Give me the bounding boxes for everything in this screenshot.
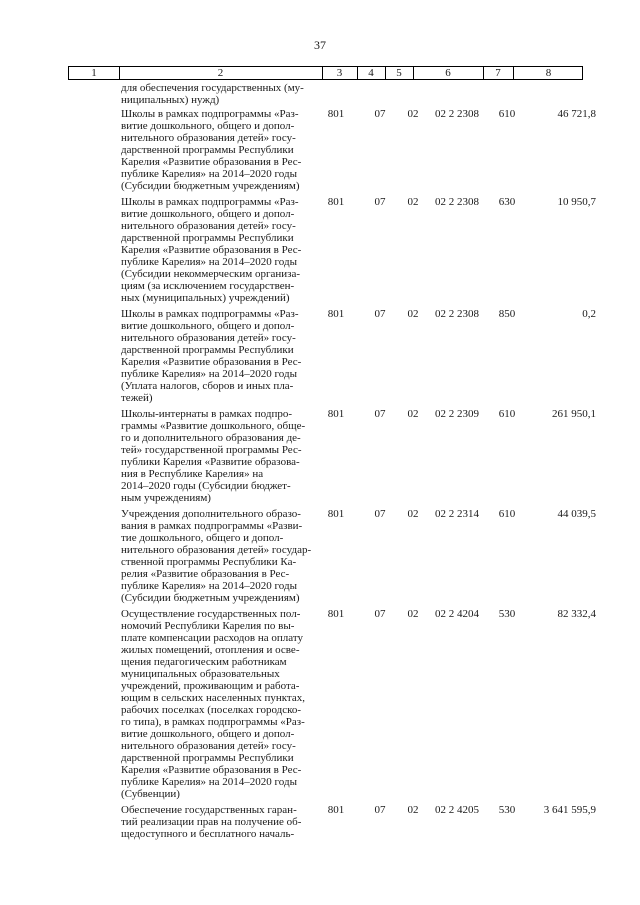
row-description-line: нительного образования детей» госу-	[121, 740, 296, 752]
row-description-line: муниципальных образовательных	[121, 668, 280, 680]
row-description-line: нительного образования детей» госу-	[121, 332, 296, 344]
row-description-line: учреждений, проживающим и работа-	[121, 680, 300, 692]
row-description-line: Обеспечение государственных гаран-	[121, 804, 297, 816]
row-description-line: нительного образования детей» госу-	[121, 132, 296, 144]
header-divider	[413, 67, 414, 79]
row-description-line: плате компенсации расходов на оплату	[121, 632, 303, 644]
code-expense-type: 850	[498, 308, 516, 320]
amount-value: 82 332,4	[557, 608, 596, 620]
row-description-line: нительного образования детей» госу-	[121, 220, 296, 232]
row-description-line: граммы «Развитие дошкольного, обще-	[121, 420, 306, 432]
row-description-line: публики Карелия «Развитие образова-	[121, 456, 300, 468]
row-description-line: Школы в рамках подпрограммы «Раз-	[121, 108, 299, 120]
row-description-line: для обеспечения государственных (му-	[121, 82, 304, 94]
row-description-line: витие дошкольного, общего и допол-	[121, 208, 295, 220]
code-section: 07	[374, 408, 386, 420]
header-col-1: 1	[91, 67, 97, 79]
row-description-line: рабочих поселках (поселках городско-	[121, 704, 302, 716]
row-description-line: (Субвенции)	[121, 788, 180, 800]
amount-value: 0,2	[582, 308, 596, 320]
header-col-6: 6	[445, 67, 451, 79]
code-subsection: 02	[407, 308, 419, 320]
amount-value: 3 641 595,9	[543, 804, 596, 816]
header-divider	[385, 67, 386, 79]
row-description-line: Карелия «Развитие образования в Рес-	[121, 156, 302, 168]
code-target-article: 02 2 2308	[435, 196, 479, 208]
row-description-line: вания в рамках подпрограммы «Разви-	[121, 520, 303, 532]
row-description-line: дарственной программы Республики	[121, 232, 294, 244]
row-description-line: циям (за исключением государствен-	[121, 280, 295, 292]
row-description-line: витие дошкольного, общего и допол-	[121, 320, 295, 332]
page-number: 37	[314, 38, 326, 52]
code-rz: 801	[327, 196, 345, 208]
code-rz: 801	[327, 804, 345, 816]
code-subsection: 02	[407, 508, 419, 520]
row-description-line: Школы в рамках подпрограммы «Раз-	[121, 196, 299, 208]
code-rz: 801	[327, 308, 345, 320]
code-target-article: 02 2 4205	[435, 804, 479, 816]
row-description-line: 2014–2020 годы (Субсидии бюджет-	[121, 480, 291, 492]
row-description-line: Карелия «Развитие образования в Рес-	[121, 244, 302, 256]
code-expense-type: 610	[498, 508, 516, 520]
row-description-line: Карелия «Развитие образования в Рес-	[121, 764, 302, 776]
row-description-line: Школы в рамках подпрограммы «Раз-	[121, 308, 299, 320]
code-section: 07	[374, 608, 386, 620]
row-description-line: (Субсидии бюджетным учреждениям)	[121, 180, 300, 192]
header-col-4: 4	[368, 67, 374, 79]
code-target-article: 02 2 4204	[435, 608, 479, 620]
row-description-line: жилых помещений, отопления и осве-	[121, 644, 300, 656]
row-description-line: тей» государственной программы Рес-	[121, 444, 302, 456]
code-rz: 801	[327, 108, 345, 120]
code-section: 07	[374, 508, 386, 520]
row-description-line: ниципальных) нужд)	[121, 94, 220, 106]
row-description-line: витие дошкольного, общего и допол-	[121, 120, 295, 132]
code-section: 07	[374, 108, 386, 120]
row-description-line: го типа), в рамках подпрограммы «Раз-	[121, 716, 305, 728]
row-description-line: публике Карелия» на 2014–2020 годы	[121, 776, 297, 788]
header-divider	[357, 67, 358, 79]
row-description-line: Учреждения дополнительного образо-	[121, 508, 301, 520]
amount-value: 44 039,5	[557, 508, 596, 520]
code-subsection: 02	[407, 804, 419, 816]
row-description-line: (Уплата налогов, сборов и иных пла-	[121, 380, 294, 392]
header-divider	[483, 67, 484, 79]
header-col-2: 2	[217, 67, 224, 79]
row-description-line: (Субсидии некоммерческим организа-	[121, 268, 301, 280]
header-col-5: 5	[396, 67, 402, 79]
code-expense-type: 530	[498, 608, 516, 620]
code-subsection: 02	[407, 608, 419, 620]
code-target-article: 02 2 2308	[435, 308, 479, 320]
amount-value: 10 950,7	[557, 196, 596, 208]
row-description-line: дарственной программы Республики	[121, 344, 294, 356]
row-description-line: публике Карелия» на 2014–2020 годы	[121, 256, 297, 268]
code-rz: 801	[327, 608, 345, 620]
row-description-line: щедоступного и бесплатного началь-	[121, 828, 295, 840]
code-target-article: 02 2 2314	[435, 508, 479, 520]
row-description-line: ным учреждениям)	[121, 492, 211, 504]
row-description-line: публике Карелия» на 2014–2020 годы	[121, 368, 297, 380]
row-description-line: дарственной программы Республики	[121, 144, 294, 156]
row-description-line: дарственной программы Республики	[121, 752, 294, 764]
row-description-line: тие дошкольного, общего и допол-	[121, 532, 284, 544]
row-description-line: тий реализации прав на получение об-	[121, 816, 302, 828]
row-description-line: Карелия «Развитие образования в Рес-	[121, 356, 302, 368]
header-col-8: 8	[545, 67, 552, 79]
amount-value: 261 950,1	[552, 408, 596, 420]
row-description-line: релия «Развитие образования в Рес-	[121, 568, 290, 580]
row-description-line: ственной программы Республики Ка-	[121, 556, 297, 568]
code-subsection: 02	[407, 196, 419, 208]
header-col-7: 7	[495, 67, 501, 79]
code-expense-type: 610	[498, 108, 516, 120]
amount-value: 46 721,8	[557, 108, 596, 120]
header-col-3: 3	[336, 67, 343, 79]
code-target-article: 02 2 2308	[435, 108, 479, 120]
code-expense-type: 530	[498, 804, 516, 816]
code-section: 07	[374, 196, 386, 208]
code-rz: 801	[327, 408, 345, 420]
row-description-line: нительного образования детей» государ-	[121, 544, 312, 556]
row-description-line: публике Карелия» на 2014–2020 годы	[121, 168, 297, 180]
row-description-line: Школы-интернаты в рамках подпро-	[121, 408, 292, 420]
table-header	[68, 66, 583, 80]
row-description-line: витие дошкольного, общего и допол-	[121, 728, 295, 740]
row-description-line: (Субсидии бюджетным учреждениям)	[121, 592, 300, 604]
row-description-line: тежей)	[121, 392, 153, 404]
code-subsection: 02	[407, 108, 419, 120]
row-description-line: номочий Республики Карелия по вы-	[121, 620, 295, 632]
code-expense-type: 610	[498, 408, 516, 420]
code-target-article: 02 2 2309	[435, 408, 479, 420]
code-section: 07	[374, 308, 386, 320]
row-description-line: щения педагогическим работникам	[121, 656, 287, 668]
row-description-line: ных (муниципальных) учреждений)	[121, 292, 290, 304]
row-description-line: публике Карелия» на 2014–2020 годы	[121, 580, 297, 592]
header-divider	[322, 67, 323, 79]
header-divider	[119, 67, 120, 79]
row-description-line: ния в Республике Карелия» на	[121, 468, 264, 480]
row-description-line: Осуществление государственных пол-	[121, 608, 301, 620]
code-section: 07	[374, 804, 386, 816]
code-subsection: 02	[407, 408, 419, 420]
code-rz: 801	[327, 508, 345, 520]
code-expense-type: 630	[498, 196, 516, 208]
row-description-line: ющим в сельских населенных пунктах,	[121, 692, 305, 704]
row-description-line: го и дополнительного образования де-	[121, 432, 301, 444]
header-divider	[513, 67, 514, 79]
